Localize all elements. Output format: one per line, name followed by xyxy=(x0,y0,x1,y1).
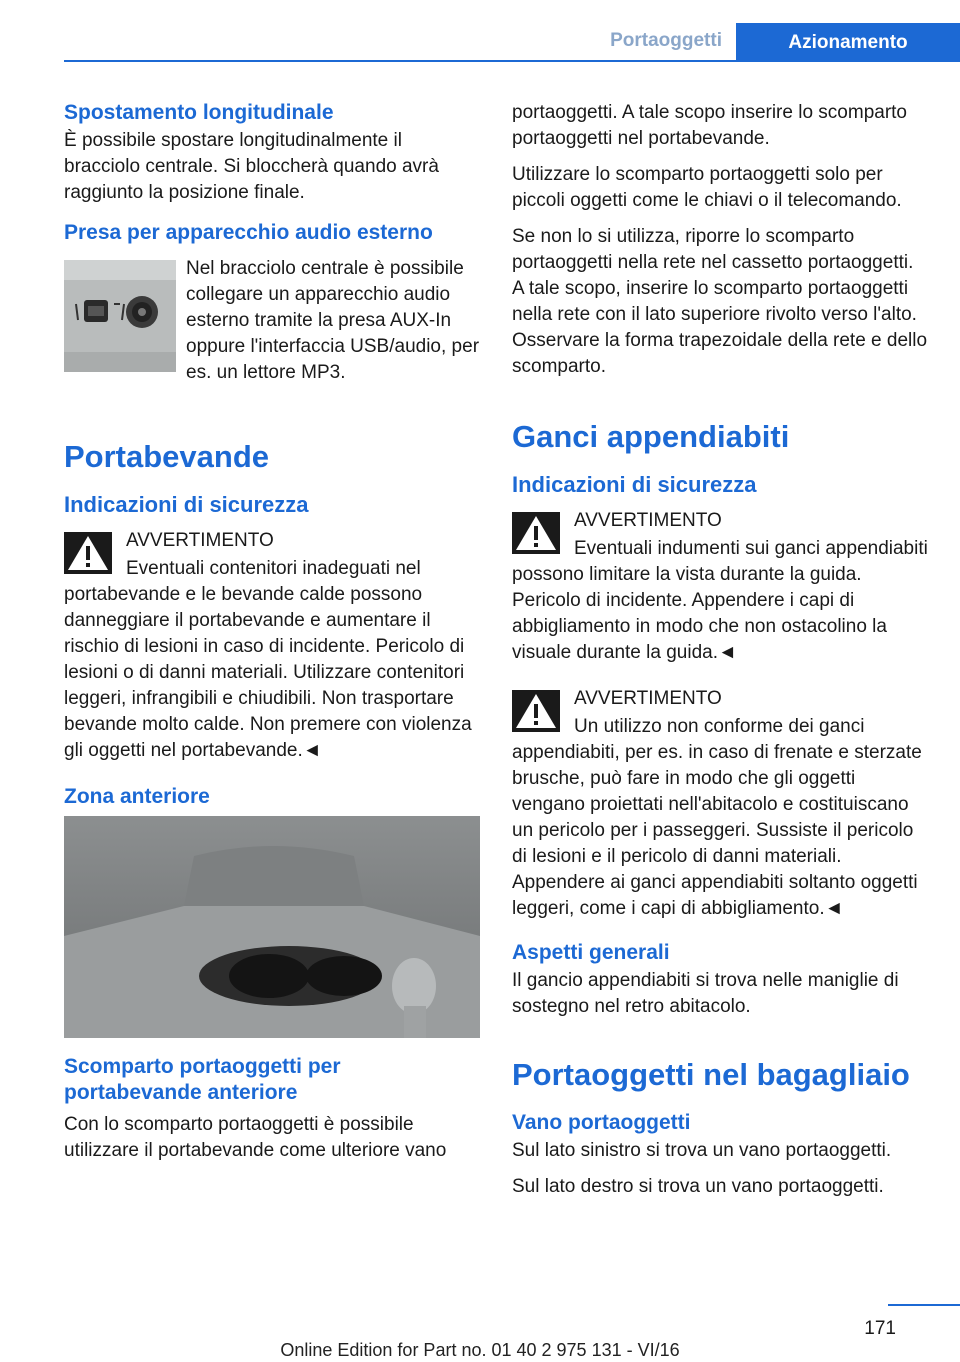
heading-presa-audio: Presa per apparecchio audio esterno xyxy=(64,221,433,244)
warning-title: AVVERTIMENTO xyxy=(126,530,274,551)
right-column xyxy=(512,100,928,1210)
heading-zona-anteriore: Zona anteriore xyxy=(64,785,210,808)
text-cont-1: portaoggetti. A tale scopo inserire lo scomparto portaoggetti nel portabevande. xyxy=(512,102,908,149)
warning-portabevande xyxy=(64,526,480,764)
text-aspetti: Il gancio appendiabiti si trova nelle maniglie di sostegno nel retro abitacolo. xyxy=(512,970,899,1017)
heading-vano: Vano portaoggetti xyxy=(512,1111,691,1134)
warning-text: Un utilizzo non conforme dei ganci appendiabiti, per es. in caso di frenate e sterzate brusche, può fare in modo che gli oggetti vengano proiettati nell'abitacolo e costituiscano un pericolo per i passeggeri. Sussiste il pericolo di lesioni e il pericolo di danni materiali. Appendere ai ganci appendiabiti soltanto oggetti leggeri, come i capi di abbigliamento.◄ xyxy=(512,716,922,919)
warning-triangle-icon xyxy=(64,532,112,574)
heading-sicurezza-left: Indicazioni di sicurezza xyxy=(64,492,309,517)
text-spostamento: È possibile spostare longitudinalmente il bracciolo centrale. Si bloccherà quando avrà raggiunto la posizione finale. xyxy=(64,130,439,203)
left-column xyxy=(64,100,480,1174)
heading-bagagliaio: Portaoggetti nel bagagliaio xyxy=(512,1057,910,1092)
cupholder-image xyxy=(64,816,480,1038)
heading-spostamento: Spostamento longitudinale xyxy=(64,101,334,124)
heading-aspetti: Aspetti generali xyxy=(512,941,670,964)
text-cont-2: Utilizzare lo scomparto portaoggetti solo per piccoli oggetti come le chiavi o il telecomando. xyxy=(512,164,902,211)
warning-triangle-icon xyxy=(512,512,560,554)
warning-title: AVVERTIMENTO xyxy=(574,688,722,709)
heading-sicurezza-right: Indicazioni di sicurezza xyxy=(512,472,757,497)
usb-aux-socket-image xyxy=(64,260,176,372)
page-number-rule xyxy=(888,1304,960,1306)
text-vano-1: Sul lato sinistro si trova un vano portaoggetti. xyxy=(512,1140,892,1161)
warning-triangle-icon xyxy=(512,690,560,732)
edition-footer: Online Edition for Part no. 01 40 2 975 131 - VI/16 xyxy=(280,1340,680,1360)
presa-audio-block xyxy=(64,256,480,396)
header-chapter-label: Azionamento xyxy=(788,31,908,53)
text-vano-2: Sul lato destro si trova un vano portaoggetti. xyxy=(512,1176,884,1197)
heading-ganci: Ganci appendiabiti xyxy=(512,419,790,454)
warning-text: Eventuali indumenti sui ganci appendiabiti possono limitare la vista durante la guida. Pericolo di incidente. Appendere i capi di abbigliamento in modo che non ostacolino la visuale durante la guida.◄ xyxy=(512,538,928,663)
text-presa-audio: Nel bracciolo centrale è possibile collegare un apparecchio audio esterno tramite la presa AUX-In oppure l'interfaccia USB/audio, per es. un lettore MP3. xyxy=(186,258,480,383)
warning-ganci-1 xyxy=(512,506,928,666)
header-rule xyxy=(64,60,960,62)
text-cont-3: Se non lo si utilizza, riporre lo scomparto portaoggetti nella rete nel cassetto portaoggetti. A tale scopo, inserire lo scomparto portaoggetti nella rete con il lato superiore rivolto verso l'alto. Osservare la forma trapezoidale della rete e dello scomparto. xyxy=(512,226,928,377)
warning-ganci-2 xyxy=(512,684,928,922)
page-number: 171 xyxy=(864,1318,896,1339)
text-scomparto: Con lo scomparto portaoggetti è possibile utilizzare il portabevande come ulteriore vano xyxy=(64,1114,447,1161)
heading-portabevande: Portabevande xyxy=(64,439,270,474)
header-chapter-tab xyxy=(736,23,960,62)
heading-scomparto: Scomparto portaoggetti per portabevande anteriore xyxy=(64,1055,341,1104)
warning-text: Eventuali contenitori inadeguati nel portabevande e le bevande calde possono danneggiare il portabevande e aumentare il rischio di lesioni in caso di incidente. Pericolo di lesioni o di danni materiali. Utilizzare contenitori leggeri, infrangibili e chiudibili. Non trasportare bevande molto calde. Non premere con violenza gli oggetti nel portabevande.◄ xyxy=(64,558,472,761)
header-section-label: Portaoggetti xyxy=(610,30,722,51)
warning-title: AVVERTIMENTO xyxy=(574,510,722,531)
